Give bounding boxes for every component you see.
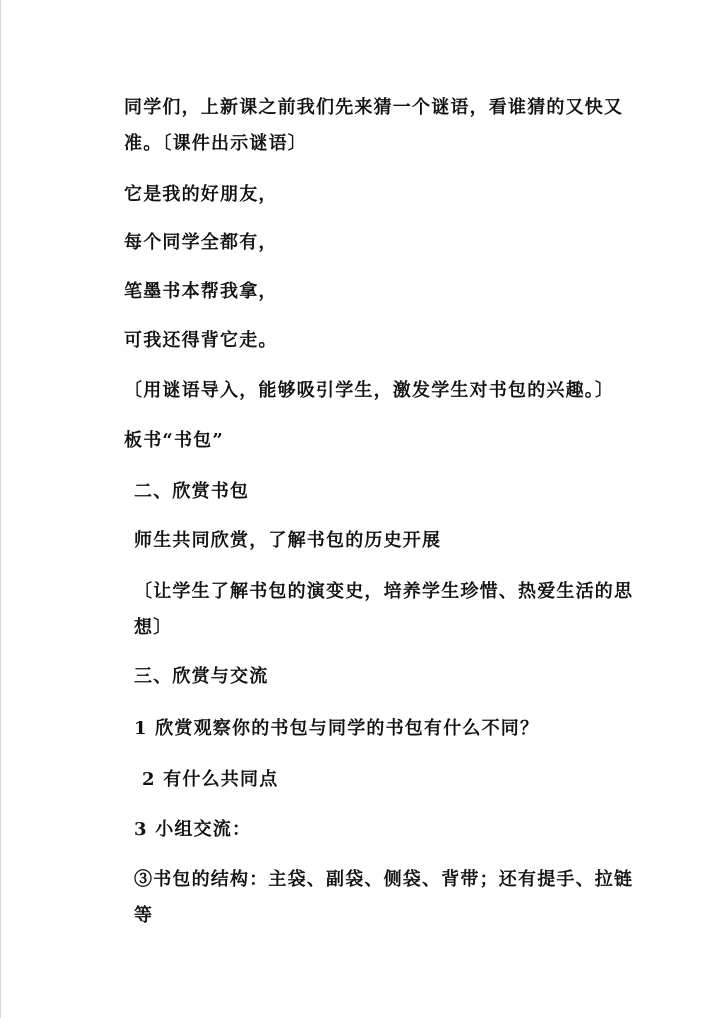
- section-heading-2: 二、欣赏书包: [134, 481, 250, 502]
- paragraph-intro: 同学们，上新课之前我们先来猜一个谜语，看谁猜的又快又准。〔课件出示谜语〕: [124, 97, 624, 154]
- paragraph-note-riddle: 〔用谜语导入，能够吸引学生，激发学生对书包的兴趣。〕: [124, 380, 615, 401]
- paragraph-note-history: 〔让学生了解书包的演变史，培养学生珍惜、热爱生活的思想〕: [134, 581, 634, 638]
- list-item-1: 1 欣赏观察你的书包与同学的书包有什么不同？: [134, 718, 540, 739]
- paragraph-structure: ③书包的结构：主袋、副袋、侧袋、背带；还有提手、拉链等: [134, 869, 634, 926]
- paragraph-appreciate: 师生共同欣赏，了解书包的历史开展: [134, 530, 442, 551]
- section-heading-3: 三、欣赏与交流: [134, 666, 269, 687]
- paragraph-blackboard: 板书“书包”: [124, 430, 224, 451]
- riddle-line-3: 笔墨书本帮我拿，: [124, 281, 278, 302]
- list-item-3: 3 小组交流：: [134, 819, 252, 840]
- riddle-line-4: 可我还得背它走。: [124, 330, 278, 351]
- list-item-2: 2 有什么共同点: [142, 769, 279, 790]
- riddle-line-2: 每个同学全都有，: [124, 232, 278, 253]
- riddle-line-1: 它是我的好朋友，: [124, 184, 278, 205]
